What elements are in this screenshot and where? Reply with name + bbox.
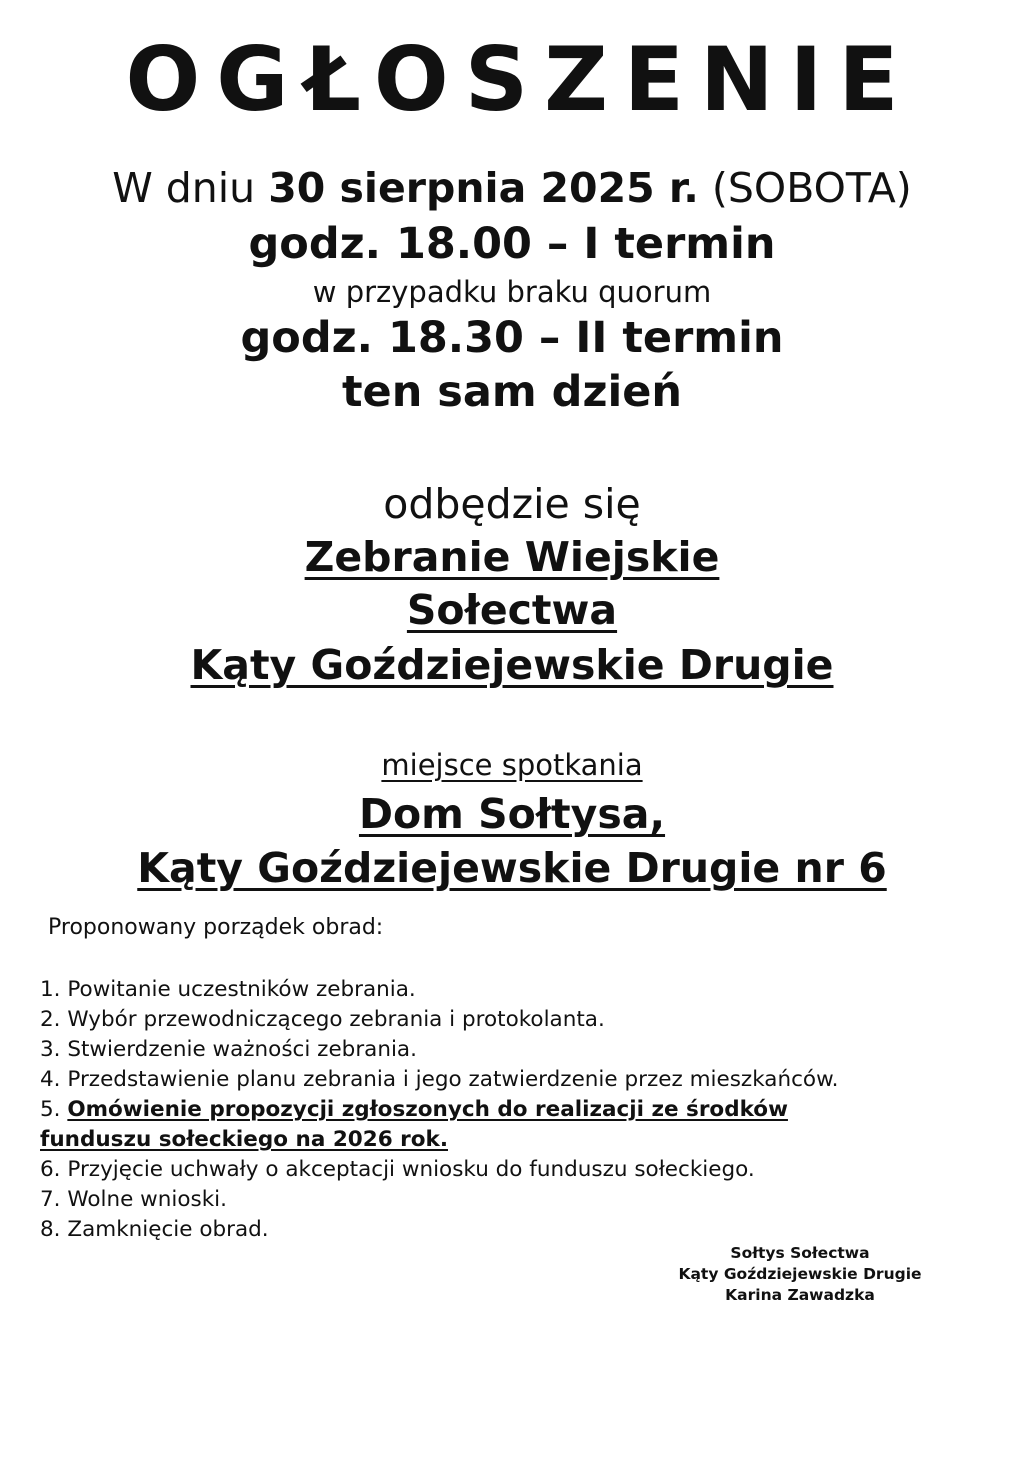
agenda-item-number: 5. <box>40 1097 61 1122</box>
agenda-item-text: funduszu sołeckiego na 2026 rok. <box>40 1127 448 1152</box>
meeting-name-line-3: Kąty Goździejewskie Drugie <box>190 641 834 689</box>
agenda-item-text: Przyjęcie uchwały o akceptacji wniosku do funduszu sołeckiego. <box>67 1157 755 1182</box>
first-term: godz. 18.00 – I termin <box>248 219 776 269</box>
agenda-item-number: 4. <box>40 1067 61 1092</box>
location-line-1: Dom Sołtysa, <box>358 790 666 838</box>
agenda-item <box>40 1065 839 1095</box>
signature-village: Kąty Goździejewskie Drugie <box>678 1265 922 1283</box>
agenda-item <box>40 1035 839 1065</box>
page-title: OGŁOSZENIE <box>125 28 915 131</box>
agenda-item-number: 1. <box>40 977 61 1002</box>
agenda-item-number: 6. <box>40 1157 61 1182</box>
agenda-item <box>40 1185 839 1215</box>
agenda-item-text: Zamknięcie obrad. <box>67 1217 269 1242</box>
meeting-name-line-1: Zebranie Wiejskie <box>304 533 720 581</box>
second-term: godz. 18.30 – II termin <box>240 313 784 363</box>
agenda-item-text: Stwierdzenie ważności zebrania. <box>67 1037 417 1062</box>
agenda-item <box>40 1155 839 1185</box>
agenda-item <box>40 975 839 1005</box>
agenda-item <box>40 1005 839 1035</box>
quorum-note: w przypadku braku quorum <box>312 275 712 309</box>
agenda-item-text: Omówienie propozycji zgłoszonych do realizacji ze środków <box>67 1097 788 1122</box>
agenda-item-number: 7. <box>40 1187 61 1212</box>
signature-name: Karina Zawadzka <box>725 1286 875 1304</box>
will-take-place: odbędzie się <box>383 480 641 528</box>
location-label-text: miejsce spotkania <box>381 748 643 782</box>
agenda-item-text: Powitanie uczestników zebrania. <box>67 977 416 1002</box>
agenda-item-text: Wybór przewodniczącego zebrania i protokolanta. <box>67 1007 605 1032</box>
agenda-item-highlighted <box>40 1095 839 1125</box>
date-line <box>0 162 1024 214</box>
agenda-title: Proponowany porządek obrad: <box>48 915 384 940</box>
day-of-week: (SOBOTA) <box>698 164 912 212</box>
signature-role: Sołtys Sołectwa <box>730 1244 870 1262</box>
date-prefix: W dniu <box>112 164 269 212</box>
meeting-date: 30 sierpnia 2025 r. <box>268 164 699 212</box>
same-day-note: ten sam dzień <box>341 367 682 417</box>
agenda-item <box>40 1215 839 1245</box>
agenda-item-number: 3. <box>40 1037 61 1062</box>
agenda-item-number: 8. <box>40 1217 61 1242</box>
agenda-item-highlighted-continued <box>40 1125 839 1155</box>
location-line-2: Kąty Goździejewskie Drugie nr 6 <box>137 844 887 892</box>
location-label <box>0 746 1024 784</box>
meeting-name-line-2: Sołectwa <box>406 586 618 634</box>
agenda-item-text: Przedstawienie planu zebrania i jego zatwierdzenie przez mieszkańców. <box>67 1067 839 1092</box>
agenda-list <box>40 975 839 1245</box>
signature-block <box>640 1243 960 1306</box>
agenda-item-text: Wolne wnioski. <box>67 1187 227 1212</box>
agenda-item-number: 2. <box>40 1007 61 1032</box>
